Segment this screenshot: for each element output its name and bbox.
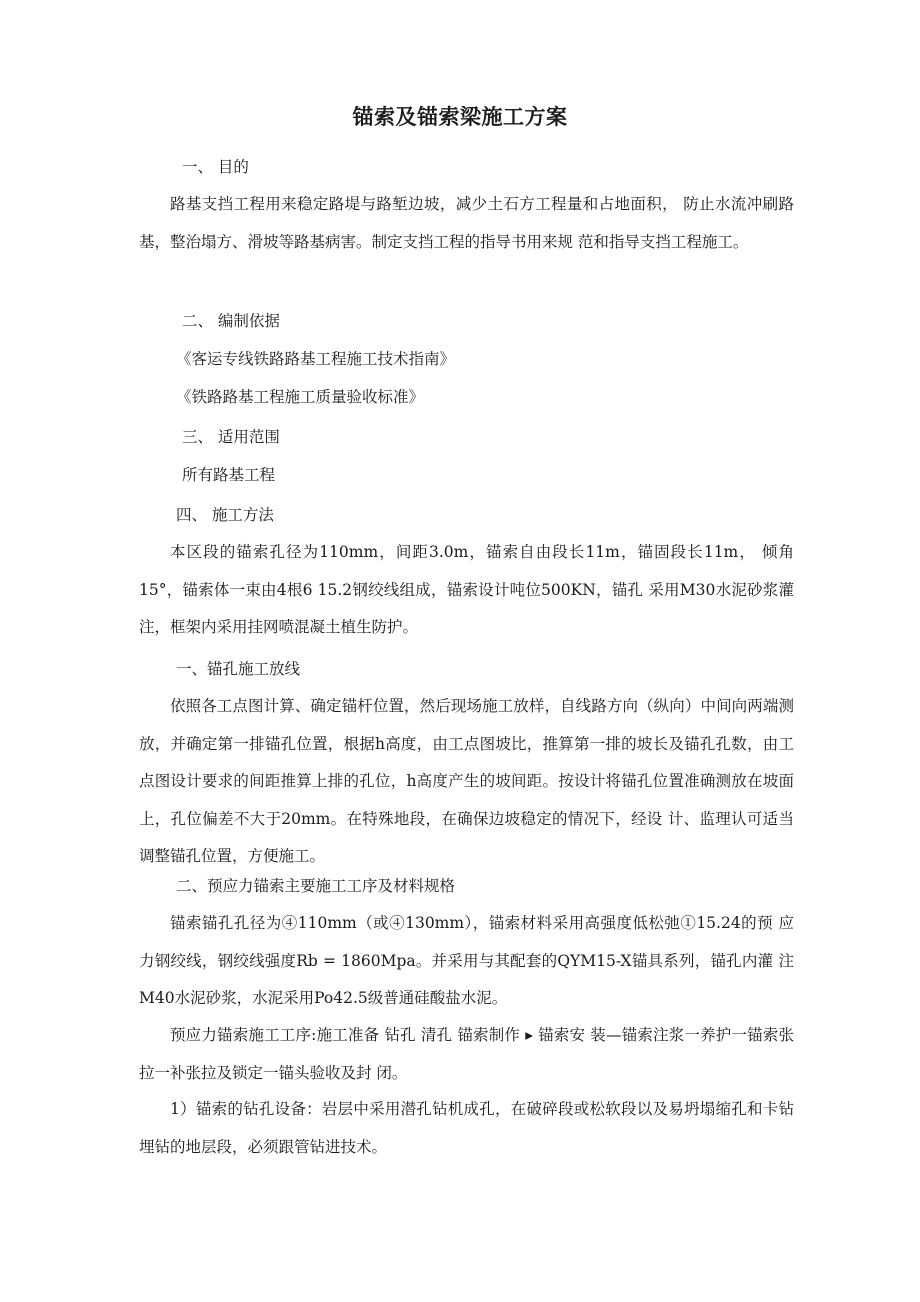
subheading-process: 二、预应力锚索主要施工工序及材料规格 [176,877,456,895]
heading-scope: 三、 适用范围 [182,428,280,446]
paragraph-method: 本区段的锚索孔径为110mm，间距3.0m，锚索自由段长11m，锚固段长11m， 倾角15°，锚索体一束由4根6 15.2钢绞线组成，锚索设计吨位500KN，锚孔 采用M30水泥砂浆灌注，框架内采用挂网喷混凝土植生防护。 [139,543,794,636]
paragraph-purpose: 路基支挡工程用来稳定路堤与路堑边坡，减少土石方工程量和占地面积， 防止水流冲刷路基，整治塌方、滑坡等路基病害。制定支挡工程的指导书用来规 范和指导支挡工程施工。 [139,195,794,251]
reference-standard: 《铁路路基工程施工质量验收标准》 [176,388,425,406]
subheading-layout: 一、锚孔施工放线 [176,660,301,678]
scope-text: 所有路基工程 [182,466,276,484]
paragraph-layout: 依照各工点图计算、确定锚杆位置，然后现场施工放样，自线路方向（纵向）中间向两端测放，并确定第一排锚孔位置，根据h高度，由工点图坡比，推算第一排的坡长及锚孔孔数，由工点图设计要求的间距推算上排的孔位，h高度产生的坡间距。按设计将锚孔位置准确测放在坡面上，孔位偏差不大于20mm。在特殊地段，在确保边坡稳定的情况下，经设 计、监理认可适当调整锚孔位置，方便施工。 [139,697,794,865]
paragraph-drilling: 1）锚索的钻孔设备：岩层中采用潜孔钻机成孔，在破碎段或松软段以及易坍塌缩孔和卡钻埋钻的地层段，必须跟管钻进技术。 [139,1100,794,1156]
document-title: 锚索及锚索梁施工方案 [352,105,568,129]
paragraph-procedure: 预应力锚索施工工序:施工准备 钻孔 清孔 锚索制作 ▸ 锚索安 装—锚索注浆一养护一锚索张拉一补张拉及锁定一锚头验收及封 闭。 [139,1026,794,1082]
heading-method: 四、 施工方法 [176,506,274,524]
heading-purpose: 一、 目的 [182,158,249,176]
paragraph-materials: 锚索锚孔孔径为④110mm（或④130mm），锚索材料采用高强度低松弛①15.24的预 应力钢绞线，钢绞线强度Rb = 1860Mpa。并采用与其配套的QYM15-X锚具系列，锚孔内灌 注M40水泥砂浆，水泥采用Po42.5级普通硅酸盐水泥。 [139,914,794,1007]
heading-basis: 二、 编制依据 [182,312,280,330]
reference-guide: 《客运专线铁路路基工程施工技术指南》 [176,350,456,368]
